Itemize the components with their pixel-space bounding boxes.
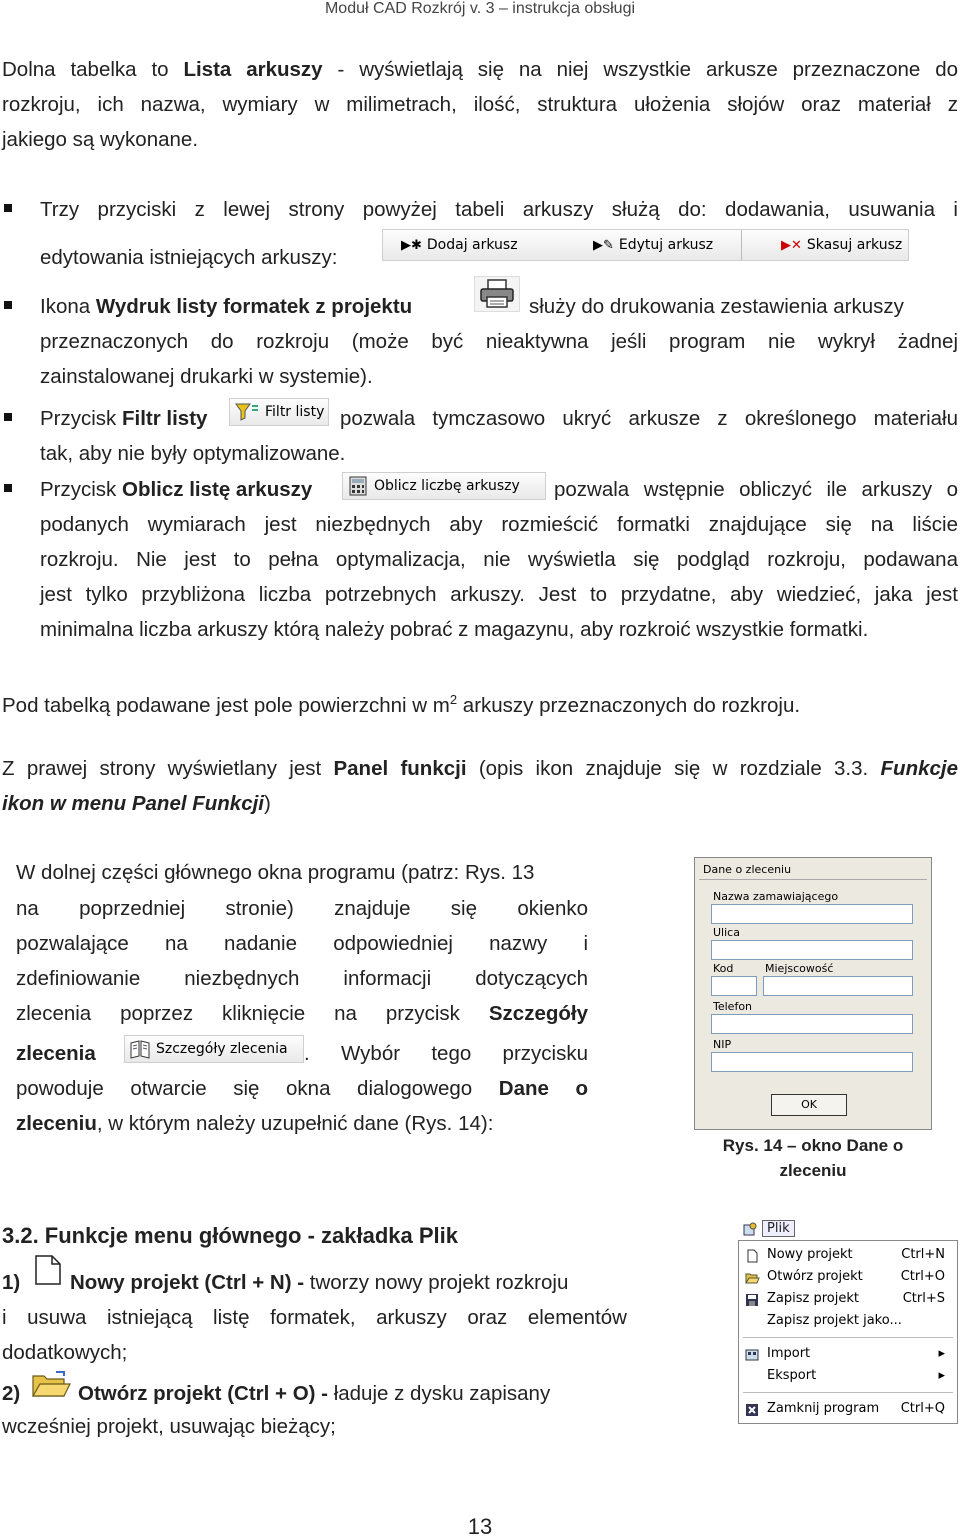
paragraph-line: zdefiniowanie niezbędnych informacji dotyczących [16, 967, 588, 990]
caption-line: zleceniu [779, 1161, 847, 1180]
nip-field[interactable] [711, 1052, 913, 1072]
customer-name-field[interactable] [711, 904, 913, 924]
list-item-line: wcześniej projekt, usuwając bieżący; [2, 1415, 336, 1438]
bullet-icon [4, 413, 12, 421]
bullet-icon [4, 484, 12, 492]
menu-item-label: Zapisz projekt jako... [767, 1313, 902, 1328]
menu-item-label: Import [767, 1346, 811, 1361]
button-label: Dodaj arkusz [426, 237, 518, 253]
text: , w którym należy uzupełnić dane (Rys. 14): [96, 1112, 494, 1135]
field-label: Ulica [713, 926, 740, 939]
bullet-line: podanych wymiarach jest niezbędnych aby rozmieścić formatki znajdujące się na liście [40, 513, 958, 536]
menu-shortcut: Ctrl+Q [900, 1401, 945, 1416]
postal-code-field[interactable] [711, 976, 757, 996]
menu-item-open-project[interactable] [739, 1267, 957, 1289]
bullet-line: służy do drukowania zestawienia arkuszy [529, 295, 904, 318]
field-label: Kod [713, 962, 734, 975]
close-program-icon [745, 1403, 760, 1417]
order-details-button[interactable] [124, 1035, 304, 1063]
filter-icon [234, 402, 260, 422]
bullet-line: zainstalowanej drukarki w systemie). [40, 365, 373, 388]
bold-text: Szczegóły [488, 1002, 588, 1025]
paragraph-line [16, 1071, 588, 1106]
phone-field[interactable] [711, 1014, 913, 1034]
list-item-line [70, 1265, 568, 1300]
text: Przycisk [40, 407, 122, 430]
list-item-line: i usuwa istniejącą listę formatek, arkuszy oraz elementów [2, 1306, 627, 1329]
field-label: Miejscowość [765, 962, 834, 975]
button-label: Oblicz liczbę arkuszy [374, 478, 520, 494]
page-number: 13 [467, 1514, 493, 1538]
paragraph-line: rozkroju, ich nazwa, wymiary w milimetrach, ilość, struktura ułożenia słojów oraz materiał z [2, 93, 958, 116]
bullet-line: przeznaczonych do rozkroju (może być nieaktywna jeśli program nie wykrył żadnej [40, 330, 958, 353]
bold-text: Otwórz projekt (Ctrl + O) - [78, 1382, 328, 1405]
menu-shortcut: Ctrl+N [901, 1247, 945, 1262]
paragraph-line [2, 52, 958, 87]
list-item-line [78, 1376, 550, 1411]
street-field[interactable] [711, 940, 913, 960]
bullet-line: jest tylko przybliżona liczba potrzebnych arkuszy. Jest to przydatne, aby wiedzieć, jaka jest [40, 583, 958, 606]
bold-text: Oblicz listę arkuszy [122, 478, 313, 501]
menu-item-label: Nowy projekt [767, 1247, 853, 1262]
bullet-line [40, 472, 312, 507]
text: Ikona [40, 295, 96, 318]
text: (opis ikon znajduje się w rozdziale 3.3. [466, 757, 881, 780]
text: zlecenia poprzez kliknięcie na przycisk [16, 1002, 489, 1025]
button-label: Szczegóły zlecenia [156, 1041, 288, 1057]
menu-separator [743, 1337, 953, 1338]
italic-text: Funkcje [880, 757, 958, 780]
bold-text: Dane o [498, 1077, 588, 1100]
bullet-line: pozwala tymczasowo ukryć arkusze z określonego materiału [340, 407, 958, 430]
list-number: 1) [2, 1271, 21, 1294]
submenu-arrow-icon: ▸ [938, 1368, 945, 1383]
menu-shortcut: Ctrl+O [900, 1269, 945, 1284]
bullet-line: pozwala wstępnie obliczyć ile arkuszy o [554, 478, 958, 501]
paragraph-line: pozwalające na nadanie odpowiedniej nazwy i [16, 932, 588, 955]
text: tworzy nowy projekt rozkroju [304, 1271, 569, 1294]
text: - wyświetlają się na niej wszystkie arkusze przeznaczone do [322, 58, 958, 81]
bullet-line [40, 289, 412, 324]
bullet-line: edytowania istniejących arkuszy: [40, 246, 338, 269]
field-label: Nazwa zamawiającego [713, 890, 839, 903]
filter-list-button[interactable] [229, 398, 329, 426]
bullet-line: rozkroju. Nie jest to pełna optymalizacja, nie wyświetla się podgląd rozkroju, podawana [40, 548, 958, 571]
menu-shortcut: Ctrl+S [902, 1291, 945, 1306]
print-list-button[interactable] [474, 276, 520, 312]
bullet-line [40, 401, 207, 436]
paragraph-line [16, 1036, 96, 1071]
menu-item-import[interactable] [739, 1344, 957, 1366]
calculator-icon [347, 476, 369, 496]
paragraph-line: na poprzedniej stronie) znajduje się okienko [16, 897, 588, 920]
text: Z prawej strony wyświetlany jest [2, 757, 334, 780]
field-label: Telefon [713, 1000, 753, 1013]
file-tab-icon [742, 1221, 758, 1237]
field-label: NIP [713, 1038, 732, 1051]
save-disk-icon [745, 1293, 760, 1307]
file-tab-label: Plik [762, 1220, 795, 1237]
paragraph-line [2, 786, 271, 821]
edit-sheet-button[interactable] [593, 232, 713, 258]
delete-icon: ▶✕ [781, 237, 802, 253]
printer-icon [475, 277, 519, 311]
menu-item-exit[interactable] [739, 1399, 957, 1421]
menu-item-label: Zapisz projekt [767, 1291, 859, 1306]
delete-sheet-button[interactable] [781, 232, 902, 258]
add-icon: ▶✱ [401, 237, 422, 253]
page-header: Moduł CAD Rozkrój v. 3 – instrukcja obsługi [324, 0, 636, 17]
list-number: 2) [2, 1382, 21, 1405]
italic-text: ikon w menu Panel Funkcji [2, 792, 264, 815]
menu-item-new-project[interactable] [739, 1245, 957, 1267]
text: Pod tabelką podawane jest pole powierzchni w m [2, 693, 450, 717]
text: powoduje otwarcie się okna dialogowego [16, 1077, 499, 1100]
submenu-arrow-icon: ▸ [938, 1346, 945, 1361]
text: Dolna tabelka to [2, 58, 184, 81]
bullet-icon [4, 301, 12, 309]
paragraph-line: jakiego są wykonane. [2, 128, 199, 151]
add-sheet-button[interactable] [401, 232, 518, 258]
text: ładuje z dysku zapisany [328, 1382, 551, 1405]
book-icon [129, 1039, 151, 1059]
bullet-line: minimalna liczba arkuszy którą należy pobrać z magazynu, aby rozkroić wszystkie formatki. [40, 618, 869, 641]
menu-item-label: Otwórz projekt [767, 1269, 863, 1284]
paragraph-line [2, 682, 800, 723]
bold-text: zlecenia [16, 1042, 96, 1065]
bullet-line: Trzy przyciski z lewej strony powyżej tabeli arkuszy służą do: dodawania, usuwania i [40, 198, 958, 221]
menu-item-label: Eksport [767, 1368, 817, 1383]
section-heading: 3.2. Funkcje menu głównego - zakładka Plik [2, 1223, 459, 1248]
order-data-dialog [694, 857, 932, 1130]
file-tab[interactable] [738, 1218, 806, 1240]
menu-item-save-project[interactable] [739, 1289, 957, 1311]
sheet-buttons-strip [382, 229, 909, 261]
figure-caption [694, 1133, 932, 1183]
pencil-icon: ▶✎ [593, 237, 614, 253]
calculate-sheets-button[interactable] [342, 472, 546, 500]
new-file-icon [745, 1249, 760, 1263]
caption-line: Rys. 14 – okno Dane o [722, 1136, 904, 1155]
menu-separator [743, 1392, 953, 1393]
text: Przycisk [40, 478, 122, 501]
button-label: Edytuj arkusz [618, 237, 714, 253]
bold-text: Wydruk listy formatek z projektu [95, 295, 413, 318]
file-menu [738, 1240, 958, 1424]
bold-text: Filtr listy [122, 407, 208, 430]
dialog-title: Dane o zleceniu [703, 863, 792, 876]
paragraph-line [2, 751, 958, 786]
bold-text: Nowy projekt (Ctrl + N) - [70, 1271, 305, 1294]
list-item-line: dodatkowych; [2, 1341, 128, 1364]
button-label: Filtr listy [265, 404, 325, 420]
bold-text: Lista arkuszy [183, 58, 323, 81]
text: arkuszy przeznaczonych do rozkroju. [457, 693, 801, 717]
bold-text: Panel funkcji [333, 757, 467, 780]
import-icon [745, 1348, 760, 1362]
text: ) [264, 792, 271, 815]
bullet-line: tak, aby nie były optymalizowane. [40, 442, 346, 465]
superscript: 2 [449, 692, 458, 707]
ok-button[interactable]: OK [771, 1094, 847, 1116]
new-project-icon [30, 1252, 66, 1288]
button-label: Skasuj arkusz [806, 237, 903, 253]
open-project-icon [30, 1370, 72, 1400]
paragraph-line [16, 996, 588, 1031]
paragraph-line: . Wybór tego przycisku [304, 1042, 588, 1065]
city-field[interactable] [763, 976, 913, 996]
menu-item-export[interactable] [739, 1366, 957, 1388]
menu-item-label: Zamknij program [767, 1401, 880, 1416]
menu-item-save-as[interactable] [739, 1311, 957, 1333]
bold-text: zleceniu [16, 1112, 97, 1135]
open-folder-icon [745, 1271, 760, 1285]
bullet-icon [4, 204, 12, 212]
paragraph-line [16, 1106, 493, 1141]
paragraph-line: W dolnej części głównego okna programu (patrz: Rys. 13 [16, 861, 535, 884]
